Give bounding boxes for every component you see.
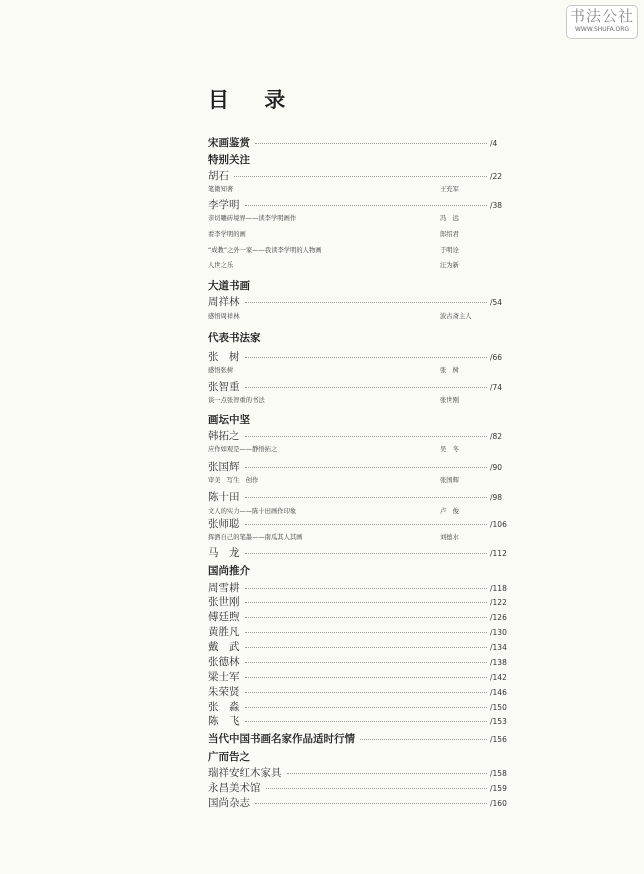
- dot-leader: [245, 677, 488, 678]
- toc-entry[interactable]: [208, 639, 508, 654]
- toc-entry[interactable]: [208, 428, 508, 443]
- dot-leader: [245, 497, 488, 498]
- toc-page-number: /38: [490, 201, 503, 210]
- toc-entry[interactable]: [208, 379, 508, 394]
- toc-page-number: /4: [490, 139, 498, 148]
- toc-page-number: /112: [490, 549, 507, 558]
- toc-page-number: /158: [490, 769, 507, 778]
- toc-entry-name: 张国辉: [208, 461, 240, 473]
- toc-entry-name: 梁士军: [208, 671, 240, 683]
- toc-entry[interactable]: [208, 197, 508, 212]
- toc-entry-name: 陈 飞: [208, 715, 240, 727]
- dot-leader: [287, 773, 488, 774]
- toc-entry[interactable]: [208, 516, 508, 531]
- toc-page-number: /66: [490, 353, 503, 362]
- toc-entry-name: 周祥林: [208, 296, 240, 308]
- toc-entry[interactable]: [208, 699, 508, 714]
- watermark-logo-text: 书法公社: [569, 7, 634, 25]
- toc-page-number: /126: [490, 613, 507, 622]
- dot-leader: [245, 357, 488, 358]
- toc-entry-name: 张德林: [208, 656, 240, 668]
- toc-entry[interactable]: [208, 168, 508, 183]
- article-title: “成教”之外一家——我读李学明的人物画: [208, 247, 322, 254]
- toc-entry-name: 张世刚: [208, 596, 240, 608]
- toc-page-number: /90: [490, 463, 503, 472]
- toc-entry[interactable]: [208, 294, 508, 309]
- toc-entry[interactable]: [208, 580, 508, 595]
- toc-page-number: /130: [490, 628, 507, 637]
- section-heading: 代表书法家: [208, 332, 261, 344]
- dot-leader: [255, 803, 487, 804]
- toc-page-number: /122: [490, 598, 507, 607]
- toc-page-number: /146: [490, 688, 507, 697]
- toc-entry[interactable]: [208, 713, 508, 728]
- dot-leader: [245, 588, 488, 589]
- dot-leader: [234, 176, 487, 177]
- toc-entry-name: 宋画鉴赏: [208, 137, 250, 149]
- toc-entry-name: 瑞祥安红木家具: [208, 767, 282, 779]
- toc-page-number: /134: [490, 643, 507, 652]
- article-title: 人世之乐: [208, 262, 234, 269]
- toc-entry[interactable]: [208, 780, 508, 795]
- dot-leader: [245, 632, 488, 633]
- toc-page-number: /74: [490, 383, 503, 392]
- page-title: 目 录: [208, 87, 300, 112]
- toc-page-number: /98: [490, 493, 503, 502]
- toc-entry-name: 张 树: [208, 351, 240, 363]
- toc-entry[interactable]: [208, 731, 508, 746]
- dot-leader: [245, 721, 488, 722]
- toc-entry[interactable]: [208, 765, 508, 780]
- dot-leader: [245, 692, 488, 693]
- article-author: 张国辉: [440, 477, 459, 484]
- toc-entry-name: 李学明: [208, 199, 240, 211]
- watermark-logo: [566, 5, 638, 39]
- watermark-url: WWW.SHUFA.ORG: [574, 26, 630, 33]
- toc-entry[interactable]: [208, 545, 508, 560]
- toc-page-number: /156: [490, 735, 507, 744]
- section-heading: 特别关注: [208, 154, 250, 166]
- dot-leader: [245, 524, 488, 525]
- article-title: 文人的实力——陈十田画作印象: [208, 508, 297, 515]
- article-title: 笔微知著: [208, 186, 234, 193]
- article-author: 卢 俊: [440, 508, 459, 515]
- dot-leader: [245, 205, 488, 206]
- toc-page-number: /142: [490, 673, 507, 682]
- article-author: 汪为新: [440, 262, 459, 269]
- toc-entry[interactable]: [208, 624, 508, 639]
- toc-entry-name: 国尚杂志: [208, 797, 250, 809]
- article-title: 感悟张树: [208, 367, 234, 374]
- toc-entry-name: 戴 武: [208, 641, 240, 653]
- dot-leader: [266, 788, 488, 789]
- article-author: 张世刚: [440, 397, 459, 404]
- dot-leader: [245, 602, 488, 603]
- toc-entry[interactable]: [208, 684, 508, 699]
- toc-page-number: /159: [490, 784, 507, 793]
- toc-entry-name: 朱荣贤: [208, 686, 240, 698]
- toc-entry[interactable]: [208, 654, 508, 669]
- toc-entry[interactable]: [208, 135, 508, 150]
- toc-page-number: /150: [490, 703, 507, 712]
- toc-entry[interactable]: [208, 609, 508, 624]
- article-author: 郎绍君: [440, 231, 459, 238]
- article-title: 亲切雕砖境界——读李学明画作: [208, 215, 297, 222]
- dot-leader: [245, 387, 488, 388]
- toc-page-number: /82: [490, 432, 503, 441]
- dot-leader: [245, 436, 488, 437]
- toc-entry[interactable]: [208, 349, 508, 364]
- article-author: 波古斋主人: [440, 313, 472, 320]
- section-heading: 广而告之: [208, 751, 250, 763]
- toc-page-number: /22: [490, 172, 503, 181]
- dot-leader: [245, 553, 488, 554]
- toc-entry-name: 陈十田: [208, 491, 240, 503]
- toc-entry-name: 傅廷煦: [208, 611, 240, 623]
- article-author: 刘德水: [440, 534, 459, 541]
- toc-entry[interactable]: [208, 594, 508, 609]
- toc-entry[interactable]: [208, 489, 508, 504]
- article-author: 冯 远: [440, 215, 459, 222]
- dot-leader: [360, 739, 487, 740]
- toc-entry[interactable]: [208, 669, 508, 684]
- toc-entry-name: 张师聪: [208, 518, 240, 530]
- dot-leader: [255, 143, 487, 144]
- article-title: 谈一点张智重的书法: [208, 397, 265, 404]
- toc-entry-name: 周雪耕: [208, 582, 240, 594]
- section-heading: 国尚推介: [208, 565, 250, 577]
- toc-page-number: /118: [490, 584, 507, 593]
- toc-entry[interactable]: [208, 795, 508, 810]
- toc-page-number: /54: [490, 298, 503, 307]
- toc-page-number: /106: [490, 520, 507, 529]
- dot-leader: [245, 467, 488, 468]
- toc-entry-name: 张智重: [208, 381, 240, 393]
- toc-page-number: /138: [490, 658, 507, 667]
- toc-entry-name: 张 淼: [208, 701, 240, 713]
- article-author: 于明诠: [440, 247, 459, 254]
- dot-leader: [245, 617, 488, 618]
- dot-leader: [245, 302, 488, 303]
- toc-page-number: /160: [490, 799, 507, 808]
- toc-page-number: /153: [490, 717, 507, 726]
- section-heading: 画坛中坚: [208, 414, 250, 426]
- toc-entry-name: 永昌美术馆: [208, 782, 261, 794]
- section-heading: 大道书画: [208, 280, 250, 292]
- article-title: 审美 写生 创作: [208, 477, 259, 484]
- article-author: 吴 冬: [440, 446, 459, 453]
- article-title: 看李学明的画: [208, 231, 246, 238]
- toc-entry-name: 黄胜凡: [208, 626, 240, 638]
- toc-entry-name: 韩拓之: [208, 430, 240, 442]
- toc-entry-name: 马 龙: [208, 547, 240, 559]
- article-title: 感悟周祥林: [208, 313, 240, 320]
- article-title: 应作如观是——静悟拓之: [208, 446, 278, 453]
- dot-leader: [245, 662, 488, 663]
- dot-leader: [245, 707, 488, 708]
- article-author: 张 树: [440, 367, 459, 374]
- toc-entry-name: 当代中国书画名家作品适时行情: [208, 733, 355, 745]
- article-author: 王充军: [440, 186, 459, 193]
- article-title: 挥洒自己的笔墨——南瓜其人其画: [208, 534, 303, 541]
- dot-leader: [245, 647, 488, 648]
- toc-entry-name: 胡石: [208, 170, 229, 182]
- toc-entry[interactable]: [208, 459, 508, 474]
